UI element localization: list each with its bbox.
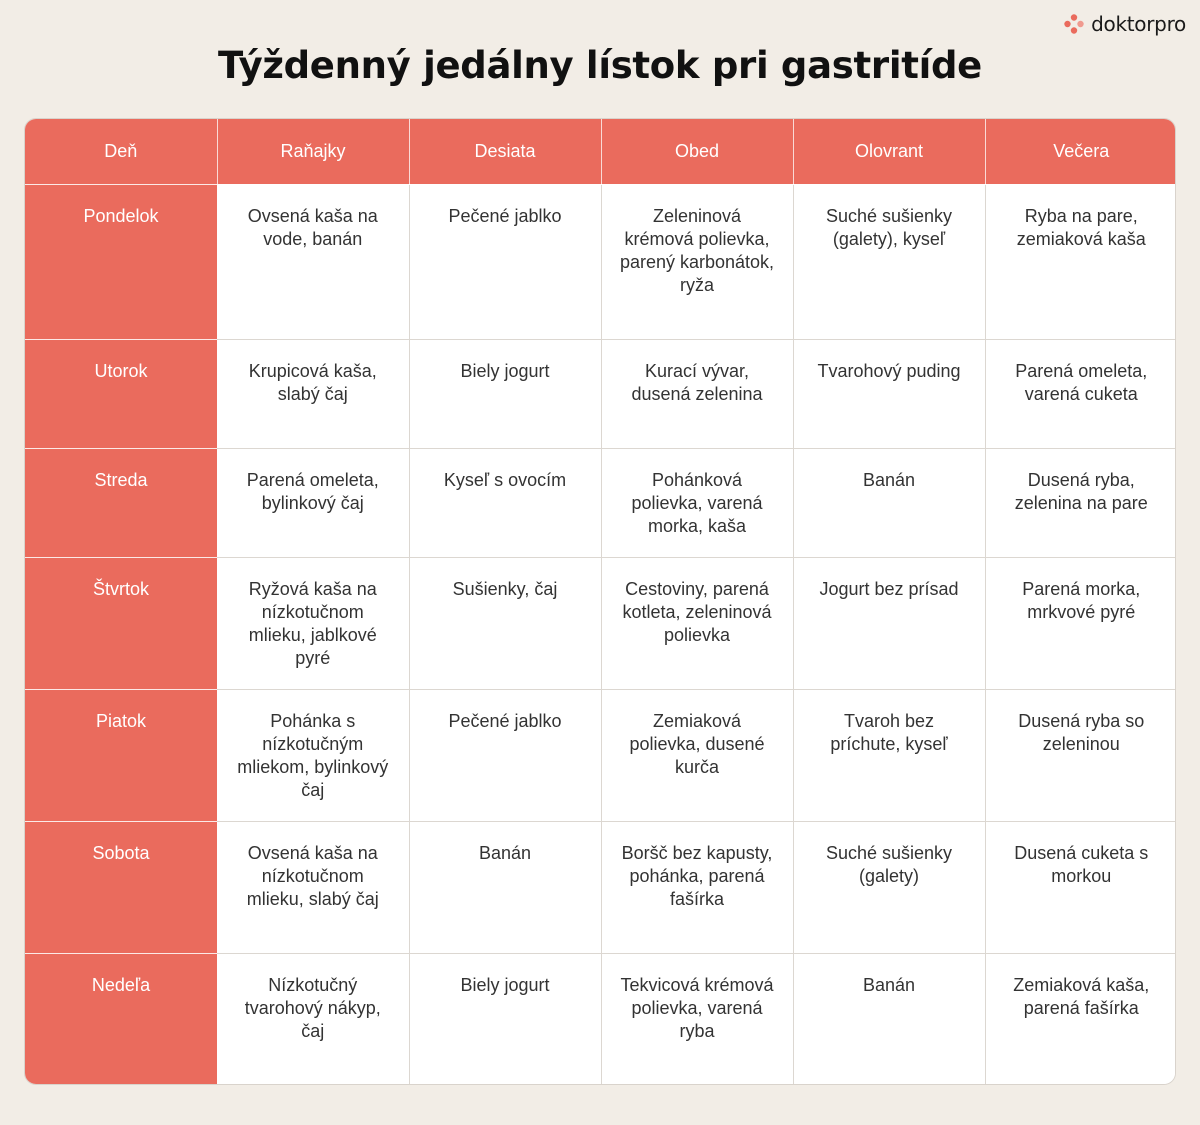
meal-plan-table: [25, 119, 1176, 1085]
breakfast-cell: Parená omeleta, bylinkový čaj: [217, 448, 409, 557]
column-header-lunch: Obed: [601, 119, 793, 184]
morning-snack-cell: Pečené jablko: [409, 184, 601, 339]
afternoon-snack-cell: Tvaroh bez príchute, kyseľ: [793, 689, 985, 821]
afternoon-snack-cell: Tvarohový puding: [793, 339, 985, 448]
table-row: [25, 448, 1176, 557]
column-header-breakfast: Raňajky: [217, 119, 409, 184]
table-row: [25, 821, 1176, 953]
day-cell: Štvrtok: [25, 557, 217, 689]
day-cell: Pondelok: [25, 184, 217, 339]
day-cell: Piatok: [25, 689, 217, 821]
dinner-cell: Zemiaková kaša, parená fašírka: [985, 953, 1176, 1085]
day-cell: Streda: [25, 448, 217, 557]
page-title: Týždenný jedálny lístok pri gastritíde: [218, 44, 982, 87]
morning-snack-cell: Biely jogurt: [409, 953, 601, 1085]
breakfast-cell: Pohánka s nízkotučným mliekom, bylinkový čaj: [217, 689, 409, 821]
table-row: [25, 689, 1176, 821]
breakfast-cell: Krupicová kaša, slabý čaj: [217, 339, 409, 448]
dinner-cell: Parená omeleta, varená cuketa: [985, 339, 1176, 448]
breakfast-cell: Ryžová kaša na nízkotučnom mlieku, jablkové pyré: [217, 557, 409, 689]
lunch-cell: Kurací vývar, dusená zelenina: [601, 339, 793, 448]
table-row: [25, 184, 1176, 339]
morning-snack-cell: Pečené jablko: [409, 689, 601, 821]
lunch-cell: Tekvicová krémová polievka, varená ryba: [601, 953, 793, 1085]
breakfast-cell: Ovsená kaša na nízkotučnom mlieku, slabý čaj: [217, 821, 409, 953]
morning-snack-cell: Biely jogurt: [409, 339, 601, 448]
afternoon-snack-cell: Suché sušienky (galety), kyseľ: [793, 184, 985, 339]
dinner-cell: Ryba na pare, zemiaková kaša: [985, 184, 1176, 339]
table-row: [25, 953, 1176, 1085]
column-header-dinner: Večera: [985, 119, 1176, 184]
dinner-cell: Dusená ryba so zeleninou: [985, 689, 1176, 821]
lunch-cell: Pohánková polievka, varená morka, kaša: [601, 448, 793, 557]
afternoon-snack-cell: Suché sušienky (galety): [793, 821, 985, 953]
afternoon-snack-cell: Banán: [793, 953, 985, 1085]
column-header-morning-snack: Desiata: [409, 119, 601, 184]
column-header-afternoon-snack: Olovrant: [793, 119, 985, 184]
afternoon-snack-cell: Banán: [793, 448, 985, 557]
meal-plan-table-container: [24, 118, 1176, 1085]
dinner-cell: Dusená ryba, zelenina na pare: [985, 448, 1176, 557]
day-cell: Sobota: [25, 821, 217, 953]
lunch-cell: Boršč bez kapusty, pohánka, parená fašírka: [601, 821, 793, 953]
table-row: [25, 339, 1176, 448]
afternoon-snack-cell: Jogurt bez prísad: [793, 557, 985, 689]
brand-logo: [1063, 12, 1186, 36]
brand-name: doktorpro: [1091, 12, 1186, 36]
morning-snack-cell: Sušienky, čaj: [409, 557, 601, 689]
doktorpro-logo-icon: [1063, 13, 1085, 35]
lunch-cell: Zemiaková polievka, dusené kurča: [601, 689, 793, 821]
day-cell: Nedeľa: [25, 953, 217, 1085]
column-header-day: Deň: [25, 119, 217, 184]
morning-snack-cell: Banán: [409, 821, 601, 953]
lunch-cell: Zeleninová krémová polievka, parený karbonátok, ryža: [601, 184, 793, 339]
lunch-cell: Cestoviny, parená kotleta, zeleninová polievka: [601, 557, 793, 689]
dinner-cell: Dusená cuketa s morkou: [985, 821, 1176, 953]
table-row: [25, 557, 1176, 689]
breakfast-cell: Ovsená kaša na vode, banán: [217, 184, 409, 339]
breakfast-cell: Nízkotučný tvarohový nákyp, čaj: [217, 953, 409, 1085]
morning-snack-cell: Kyseľ s ovocím: [409, 448, 601, 557]
dinner-cell: Parená morka, mrkvové pyré: [985, 557, 1176, 689]
header-row: [25, 119, 1176, 184]
day-cell: Utorok: [25, 339, 217, 448]
